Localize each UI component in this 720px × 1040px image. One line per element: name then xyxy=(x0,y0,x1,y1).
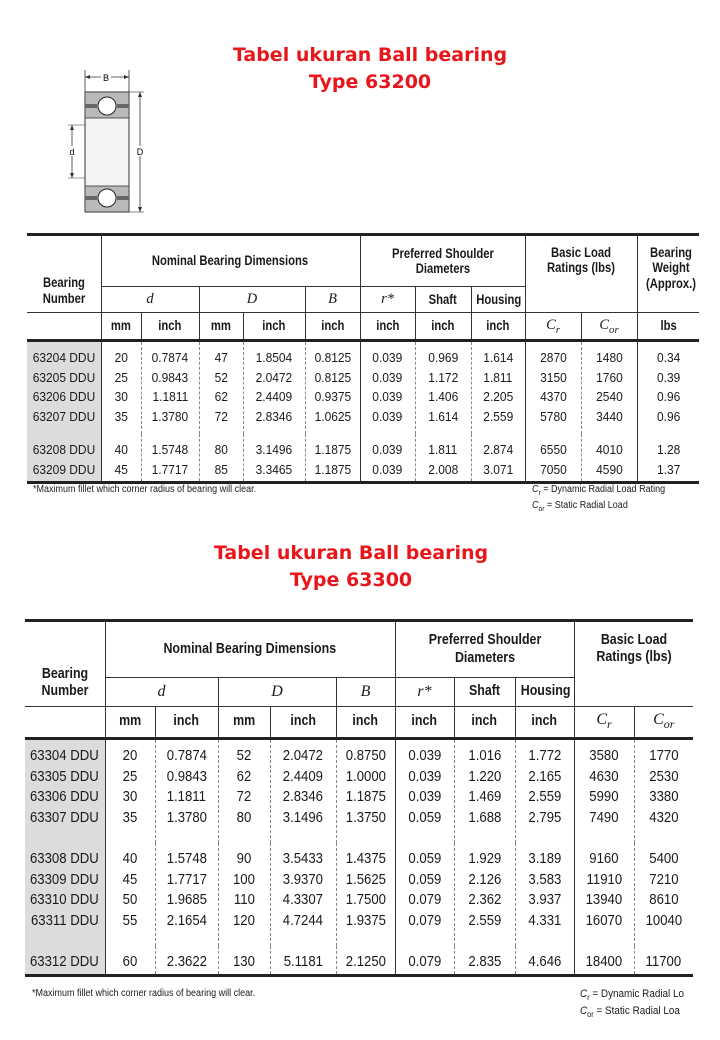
table-value: 5780 xyxy=(539,408,567,424)
bearing-number: 63304 DDU xyxy=(30,748,100,764)
value-cell xyxy=(634,843,693,946)
bearing-number: 63310 DDU xyxy=(30,892,100,909)
value-cell xyxy=(395,946,454,976)
table-value: 5990 xyxy=(589,789,619,806)
bearing-number: 63205 DDU xyxy=(32,369,96,385)
table-value: 9160 xyxy=(589,850,619,867)
table-value: 0.8125 xyxy=(314,350,351,365)
table-value: 2.165 xyxy=(528,768,561,785)
table-value: 1.016 xyxy=(468,748,501,764)
label-d-large: D xyxy=(136,147,144,157)
table-value: 3150 xyxy=(539,369,567,385)
table-value: 20 xyxy=(122,748,138,764)
table-value: 0.9843 xyxy=(166,768,207,785)
table-value: 25 xyxy=(114,369,128,385)
table-value: 1.1811 xyxy=(152,389,188,404)
table-value: 0.059 xyxy=(408,850,441,867)
table-value: 4590 xyxy=(595,461,623,477)
value-cell xyxy=(581,341,637,435)
table-value: 4.3307 xyxy=(282,892,324,909)
table-value: 2.0472 xyxy=(255,369,293,385)
table-value: 1.688 xyxy=(468,810,501,827)
table-value: 0.969 xyxy=(428,350,458,365)
table-value: 72 xyxy=(214,408,228,424)
table-value: 85 xyxy=(214,461,228,477)
table-value: 2.1654 xyxy=(166,913,207,930)
table1-title-line2: Type 63200 xyxy=(308,71,432,93)
table-value: 1.5748 xyxy=(151,442,189,457)
table-value: 2.008 xyxy=(428,461,458,477)
table-value: 10040 xyxy=(645,913,683,930)
table-value: 52 xyxy=(214,369,228,385)
label-b: B xyxy=(102,73,110,83)
value-cell xyxy=(360,341,415,435)
value-cell xyxy=(218,843,270,946)
table-value: 30 xyxy=(122,789,138,806)
table-value: 6550 xyxy=(539,442,567,457)
value-cell xyxy=(270,946,336,976)
table-value: 0.039 xyxy=(372,442,403,457)
table-value: 110 xyxy=(233,892,255,909)
t2-header-shoulder: Preferred Shoulder Diameters xyxy=(395,621,574,678)
table-value: 4.331 xyxy=(528,913,561,930)
table-value: 80 xyxy=(214,442,228,457)
table-value: 11700 xyxy=(645,953,682,970)
table-value: 1.1875 xyxy=(314,461,351,477)
table-value: 0.039 xyxy=(408,748,441,764)
table-value: 45 xyxy=(122,871,138,888)
table-value: 3.1496 xyxy=(255,442,293,457)
table2-legend-cor: $C_{or}$ = Static Radial Loa xyxy=(580,1005,680,1020)
table-value: 0.9375 xyxy=(314,389,351,404)
t2-header-housing: Housing xyxy=(515,678,574,707)
table-value: 100 xyxy=(233,871,255,888)
value-cell xyxy=(574,843,634,946)
value-cell xyxy=(515,843,574,946)
table-value: 0.9843 xyxy=(151,369,189,385)
table-value: 47 xyxy=(214,350,228,365)
table-value: 4630 xyxy=(589,768,619,785)
row-group xyxy=(25,946,693,976)
table-value: 62 xyxy=(236,768,252,785)
value-cell xyxy=(105,843,155,946)
value-cell xyxy=(243,434,305,483)
table-value: 60 xyxy=(122,953,138,970)
bearing-number: 63208 DDU xyxy=(32,442,96,457)
table-value: 1.9375 xyxy=(345,913,386,930)
bearing-number: 63309 DDU xyxy=(30,871,100,888)
table-value: 2.4409 xyxy=(282,768,324,785)
table-value: 0.7874 xyxy=(166,748,207,764)
header-r: r* xyxy=(360,287,415,313)
table-value: 3.071 xyxy=(483,461,513,477)
table-value: 0.039 xyxy=(408,768,441,785)
header-weight: Bearing Weight (Approx.) xyxy=(637,235,699,313)
table2-footnote: *Maximum fillet which corner radius of bearing will clear. xyxy=(32,988,256,999)
table-value: 0.079 xyxy=(408,953,441,970)
value-cell xyxy=(634,946,693,976)
t2-header-d-small: d xyxy=(105,678,218,707)
bearing-number: 63209 DDU xyxy=(32,461,96,477)
value-cell xyxy=(141,341,199,435)
table-value: 0.7874 xyxy=(151,350,189,365)
table-value: 35 xyxy=(114,408,128,424)
table-value: 130 xyxy=(233,953,255,970)
table-value: 11910 xyxy=(586,871,622,888)
bearing-number: 63308 DDU xyxy=(30,850,100,867)
table-value: 1.4375 xyxy=(345,850,386,867)
table-value: 3380 xyxy=(649,789,679,806)
value-cell xyxy=(360,434,415,483)
table-value: 4370 xyxy=(539,389,567,404)
table-value: 40 xyxy=(122,850,138,867)
table-value: 1.172 xyxy=(428,369,458,385)
table-value: 52 xyxy=(236,748,252,764)
table-value: 2.795 xyxy=(528,810,561,827)
table-value: 1.0625 xyxy=(314,408,351,424)
bearing-number: 63305 DDU xyxy=(30,768,100,785)
value-cell xyxy=(471,434,525,483)
table1-legend-cr: $C_r$ = Dynamic Radial Load Rating xyxy=(532,484,666,497)
table-value: 1.811 xyxy=(428,442,458,457)
table-value: 2.0472 xyxy=(282,748,324,764)
table-value: 2.8346 xyxy=(282,789,324,806)
bearing-cross-section-diagram xyxy=(62,68,152,218)
table-value: 2.8346 xyxy=(255,408,293,424)
table-value: 2.835 xyxy=(468,953,501,970)
table2-title-line2: Type 63300 xyxy=(289,569,413,591)
value-cell xyxy=(471,341,525,435)
row-group xyxy=(27,341,699,435)
table-value: 20 xyxy=(114,350,128,365)
table-value: 8610 xyxy=(649,892,679,909)
table-value: 1.1875 xyxy=(345,789,386,806)
table-value: 7210 xyxy=(649,871,679,888)
table-value: 2530 xyxy=(649,768,679,785)
table-value: 45 xyxy=(114,461,128,477)
bearing-number: 63206 DDU xyxy=(32,389,96,404)
table-value: 4320 xyxy=(649,810,679,827)
bearing-number: 63306 DDU xyxy=(30,789,100,806)
value-cell xyxy=(101,341,141,435)
value-cell xyxy=(155,739,218,843)
row-group xyxy=(25,739,693,843)
value-cell xyxy=(574,739,634,843)
table-value: 0.8750 xyxy=(345,748,386,764)
table-value: 1.5625 xyxy=(345,871,386,888)
table-value: 1.3780 xyxy=(166,810,207,827)
table-value: 1.929 xyxy=(468,850,501,867)
table-value: 7490 xyxy=(589,810,619,827)
value-cell xyxy=(105,739,155,843)
table-value: 0.079 xyxy=(408,913,441,930)
t2-header-r: r* xyxy=(395,678,454,707)
table2-title xyxy=(0,540,711,594)
table2-legend-cr: $C_r$ = Dynamic Radial Lo xyxy=(580,988,685,1003)
table-value: 0.39 xyxy=(656,369,680,385)
table-value: 3.583 xyxy=(528,871,561,888)
table-value: 90 xyxy=(236,850,252,867)
table-value: 1.5748 xyxy=(166,850,207,867)
value-cell xyxy=(395,843,454,946)
table-value: 35 xyxy=(122,810,138,827)
table-value: 2.3622 xyxy=(166,953,207,970)
header-d-small: d xyxy=(101,287,199,313)
table-value: 1.220 xyxy=(468,768,501,785)
bearing-number-cell xyxy=(25,739,105,843)
table-value: 0.34 xyxy=(656,350,680,365)
value-cell xyxy=(415,341,471,435)
table-value: 3.189 xyxy=(528,850,561,867)
value-cell xyxy=(336,739,395,843)
table-value: 1.406 xyxy=(428,389,458,404)
t2-header-bearing-number: Bearing Number xyxy=(25,621,105,707)
table-value: 18400 xyxy=(585,953,623,970)
table-value: 1.7717 xyxy=(166,871,207,888)
table-value: 55 xyxy=(122,913,138,930)
value-cell xyxy=(637,341,699,435)
table-value: 3.5433 xyxy=(282,850,324,867)
table-value: 0.079 xyxy=(408,892,441,909)
table-value: 0.039 xyxy=(372,369,403,385)
table-value: 1.772 xyxy=(528,748,561,764)
table-value: 5400 xyxy=(649,850,679,867)
value-cell xyxy=(574,946,634,976)
row-group xyxy=(25,843,693,946)
table-value: 1480 xyxy=(595,350,623,365)
value-cell xyxy=(515,739,574,843)
value-cell xyxy=(141,434,199,483)
value-cell xyxy=(243,341,305,435)
table-value: 3580 xyxy=(589,748,619,764)
table-value: 72 xyxy=(236,789,252,806)
table-value: 1770 xyxy=(649,748,679,764)
table-value: 40 xyxy=(114,442,128,457)
header-b: B xyxy=(305,287,360,313)
table-value: 3.937 xyxy=(528,892,561,909)
bearing-number: 63204 DDU xyxy=(32,350,96,365)
table-value: 0.039 xyxy=(372,461,403,477)
table1-legend-cor: $C_{or}$ = Static Radial Load xyxy=(532,500,628,513)
bearing-number: 63312 DDU xyxy=(30,953,100,970)
header-shaft: Shaft xyxy=(415,287,471,313)
table-value: 0.039 xyxy=(372,350,403,365)
table-value: 1.3780 xyxy=(151,408,189,424)
table-value: 30 xyxy=(114,389,128,404)
table1-footnote: *Maximum fillet which corner radius of bearing will clear. xyxy=(33,484,257,495)
value-cell xyxy=(218,946,270,976)
table-value: 1.811 xyxy=(483,369,513,385)
table-value: 2.559 xyxy=(483,408,513,424)
value-cell xyxy=(525,341,581,435)
table-value: 120 xyxy=(233,913,255,930)
table1-63200: Bearing Number Nominal Bearing Dimensions Preferred Shoulder Diameters Basic Load Ratings (lbs) Bearing Weight (Approx.) d D B r* Shaft Housing mm inch mm inch inch inch inch inch $C_r$ $C_{or}$ lbs 63204 DDU 63205 DDU 63206 DDU 63207 DDU 20 25 30 35 0.7874 0.9843 1.1811 1.3780 47 52 62 72 1.8504 2.0472 2.4409 2.8346 0.8125 0.8125 0.9375 1.0625 0.039 0.039 0.039 0.039 0.969 1.172 1.406 1.614 1.614 1.811 2.205 2.559 2870 3150 4370 5780 1480 1760 2540 3440 0.34 0.39 0.96 0.96 63208 DDU 63209 DDU 40 45 1.5748 1.7717 80 85 3.1496 3.3465 1.1875 1.1875 0.039 0.039 1.811 2.008 2.874 3.071 6550 7050 4010 4590 1.28 1.37 xyxy=(27,233,699,484)
t2-header-d-large: D xyxy=(218,678,336,707)
table-value: 2540 xyxy=(595,389,623,404)
table-value: 3.9370 xyxy=(282,871,324,888)
t2-header-nominal: Nominal Bearing Dimensions xyxy=(105,621,395,678)
t2-header-b: B xyxy=(336,678,395,707)
value-cell xyxy=(105,946,155,976)
table-value: 1.614 xyxy=(428,408,458,424)
table-value: 4.7244 xyxy=(282,913,324,930)
bearing-number: 63207 DDU xyxy=(32,408,96,424)
value-cell xyxy=(155,946,218,976)
bearing-number-cell xyxy=(27,341,101,435)
table-value: 0.039 xyxy=(372,389,403,404)
value-cell xyxy=(415,434,471,483)
table-value: 1760 xyxy=(595,369,623,385)
table2-title-line1: Tabel ukuran Ball bearing xyxy=(213,542,489,564)
bearing-number-cell xyxy=(25,843,105,946)
value-cell xyxy=(270,843,336,946)
table-value: 2.126 xyxy=(468,871,501,888)
table-value: 0.96 xyxy=(656,389,680,404)
table-value: 1.614 xyxy=(483,350,513,365)
table-value: 1.8504 xyxy=(255,350,293,365)
table-value: 2.559 xyxy=(528,789,561,806)
table-value: 1.469 xyxy=(468,789,501,806)
table-value: 4.646 xyxy=(528,953,561,970)
table1-title-line1: Tabel ukuran Ball bearing xyxy=(232,44,508,66)
table2-63300: Bearing Number Nominal Bearing Dimensions Preferred Shoulder Diameters Basic Load Ratings (lbs) d D B r* Shaft Housing mm inch mm inch inch inch inch inch $C_r$ $C_{or}$ 63304 DDU 63305 DDU 63306 DDU 63307 DDU 20 25 30 35 0.7874 0.9843 1.1811 1.3780 52 62 72 80 2.0472 2.4409 2.8346 3.1496 0.8750 1.0000 1.1875 1.3750 0.039 0.039 0.039 0.059 1.016 1.220 1.469 1.688 1.772 2.165 2.559 2.795 3580 4630 5990 7490 1770 2530 3380 4320 63308 DDU 63309 DDU 63310 DDU 63311 DDU 40 45 50 55 1.5748 1.7717 1.9685 2.1654 90 100 110 120 3.5433 3.9370 4.3307 4.7244 1.4375 1.5625 1.7500 1.9375 0.059 0.059 0.079 0.079 1.929 2.126 2.362 2.559 3.189 3.583 3.937 4.331 9160 11910 13940 16070 5400 7210 8610 10040 63312 DDU 60 2.3622 130 5.1181 2.1250 0.079 2.835 4.646 18400 11700 xyxy=(25,619,693,977)
value-cell xyxy=(454,843,515,946)
value-cell xyxy=(637,434,699,483)
value-cell xyxy=(199,341,243,435)
header-d-large: D xyxy=(199,287,305,313)
table-value: 2.362 xyxy=(468,892,501,909)
row-group xyxy=(27,434,699,483)
t2-header-shaft: Shaft xyxy=(454,678,515,707)
table-value: 2.559 xyxy=(468,913,501,930)
value-cell xyxy=(515,946,574,976)
table-value: 2.205 xyxy=(483,389,513,404)
value-cell xyxy=(336,946,395,976)
value-cell xyxy=(199,434,243,483)
table-value: 0.059 xyxy=(408,871,441,888)
t2-header-load: Basic Load Ratings (lbs) xyxy=(574,621,693,707)
table-value: 7050 xyxy=(539,461,567,477)
table-value: 3.3465 xyxy=(255,461,293,477)
value-cell xyxy=(336,843,395,946)
value-cell xyxy=(101,434,141,483)
value-cell xyxy=(305,341,360,435)
table-value: 2870 xyxy=(539,350,567,365)
table-value: 1.0000 xyxy=(345,768,386,785)
table-value: 16070 xyxy=(585,913,623,930)
header-bearing-number: Bearing Number xyxy=(27,235,101,313)
value-cell xyxy=(581,434,637,483)
header-shoulder: Preferred Shoulder Diameters xyxy=(360,235,525,287)
bearing-number: 63311 DDU xyxy=(30,913,99,930)
value-cell xyxy=(454,739,515,843)
table-value: 1.7717 xyxy=(151,461,189,477)
header-housing: Housing xyxy=(471,287,525,313)
table-value: 2.4409 xyxy=(255,389,293,404)
table-value: 2.874 xyxy=(483,442,513,457)
value-cell xyxy=(270,739,336,843)
value-cell xyxy=(454,946,515,976)
table-value: 4010 xyxy=(595,442,623,457)
bearing-number-cell xyxy=(27,434,101,483)
value-cell xyxy=(525,434,581,483)
table-value: 62 xyxy=(214,389,228,404)
table-value: 5.1181 xyxy=(283,953,323,970)
value-cell xyxy=(155,843,218,946)
table-value: 3440 xyxy=(595,408,623,424)
table-value: 0.039 xyxy=(408,789,441,806)
table-value: 1.7500 xyxy=(345,892,386,909)
table-value: 1.28 xyxy=(656,442,680,457)
table-value: 1.3750 xyxy=(345,810,386,827)
label-d-small: d xyxy=(69,147,75,157)
header-nominal: Nominal Bearing Dimensions xyxy=(101,235,360,287)
table-value: 0.059 xyxy=(408,810,441,827)
value-cell xyxy=(634,739,693,843)
bearing-number-cell xyxy=(25,946,105,976)
value-cell xyxy=(305,434,360,483)
table-value: 1.1875 xyxy=(314,442,351,457)
table-value: 1.9685 xyxy=(166,892,207,909)
value-cell xyxy=(218,739,270,843)
table-value: 0.8125 xyxy=(314,369,351,385)
table-value: 1.37 xyxy=(656,461,680,477)
table-value: 0.96 xyxy=(656,408,680,424)
table-value: 25 xyxy=(122,768,138,785)
table-value: 50 xyxy=(122,892,138,909)
table-value: 2.1250 xyxy=(345,953,386,970)
table-value: 1.1811 xyxy=(166,789,207,806)
table-value: 3.1496 xyxy=(282,810,324,827)
table-value: 13940 xyxy=(585,892,623,909)
table-value: 80 xyxy=(236,810,252,827)
value-cell xyxy=(395,739,454,843)
header-load: Basic Load Ratings (lbs) xyxy=(525,235,637,313)
bearing-number: 63307 DDU xyxy=(30,810,100,827)
table-value: 0.039 xyxy=(372,408,403,424)
